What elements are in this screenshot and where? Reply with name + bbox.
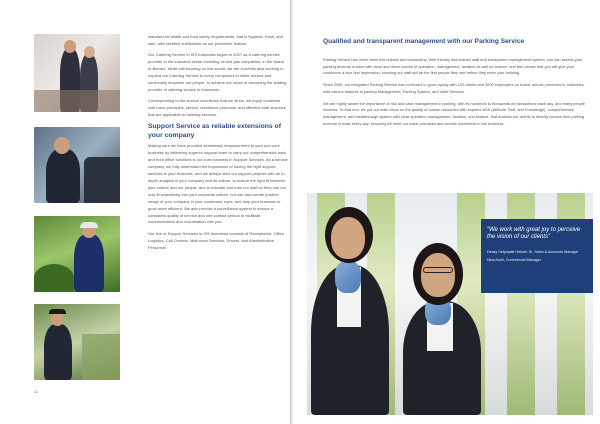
quote-credit: Dessy Setyowati Hersini, Sr. Sales & Accounts Manager <box>487 249 579 254</box>
quote-box <box>481 219 593 293</box>
photo-driver <box>34 127 120 203</box>
support-service-heading: Support Service as reliable extensions of your company <box>148 123 281 139</box>
page-number: 11 <box>34 389 39 394</box>
right-page <box>293 0 600 424</box>
parking-service-title: Qualified and transparent management with our Parking Service <box>323 38 525 45</box>
photo-security-guard <box>34 304 120 380</box>
left-text-column <box>148 0 288 256</box>
left-paragraph: Corresponding to the service excellence that we strive, we equip ourselves with basic principles, service excellence protocols, and effective staff structure that are applicable to catering services. <box>148 98 286 118</box>
right-text-column <box>323 57 589 132</box>
left-page <box>26 0 288 424</box>
left-paragraph: Our line of Support Services in ISS Indonesia consists of Receptionist, Office Logistics, Call Centers, Mail-room Services, Drivers, and Administrative Personnel. <box>148 230 284 250</box>
quote-text: “We work with great joy to perceive the vision of our clients” <box>487 227 581 241</box>
photo-gardener <box>34 216 120 292</box>
right-paragraph: Parking Service has never been this reliable and trustworthy. With friendly well-trained staff and transparent management system, you can access your parking revenue in ease with clear and direct course of operation, management, taxation as well as finance, and feel certain that you will give your customers a nice first impression, knowing our staff will be the first people they see before they enter your building. <box>323 57 583 76</box>
left-paragraph: Our Catering Service in ISS Indonesia began in 2007 as a catering service provider in the industrial sector including oil and gas companies, in the island of Borneo. While still focusing on this sector, we are currently also working to expand our Catering Service to every companies in wider sectors and continually empower our people, to achieve our vision in becoming the leading provider of catering service in Indonesia. <box>148 52 287 92</box>
left-paragraph: standard for health and food safety requirements, that is hygienic, fresh, and safe, with certified nutritionists as our prominent feature. <box>148 34 283 46</box>
right-paragraph: We are highly aware the importance of risk and cash management in parking, with its hundreds to thousands of transactions each day, and many people involved. To that end, we put our main focus on the quality of human resources with superior ASK (Attitude, Skill, and Knowledge), comprehensive management, and breakthrough system with clear operation management, taxation, and finance, that enables our clients to directly access their parking revenue in ease every day; ensuring we meet our basic principles and service excellence in the business. <box>323 100 585 126</box>
photo-receptionists <box>34 34 120 112</box>
photo-managers <box>307 193 593 415</box>
right-paragraph: Since 2006, our integrated Parking Service has continued to grow rapidly with 120 clients and 3000 employees on board, across provinces in Indonesia, with various features in parking Management, Parking System, and Valet Services. <box>323 82 585 94</box>
quote-credit: Nina Arsih, Commercial Manager <box>487 257 542 262</box>
glasses-icon <box>423 267 453 273</box>
left-paragraph: Making sure we have provided seamlessly empowerment to your non-core business by delivering superior support team to carry out comprehensive back and front office functions is our core business in Support Services. As a service company, we fully understand the importance of having the right support services in your business, and we always start our support projects with an in-depth analysis of your company and its culture, to ensure the right fit between your culture and our people, and to educate and train our staff so they can not only fit seamlessly into your corporate culture, but can also create positive image of your company in your customers' eyes, and help your business to grow more efficient. We also provide a surveillance system to ensure a consistent quality of service and one contact person to facilitate communication and coordination with you. <box>148 143 288 225</box>
